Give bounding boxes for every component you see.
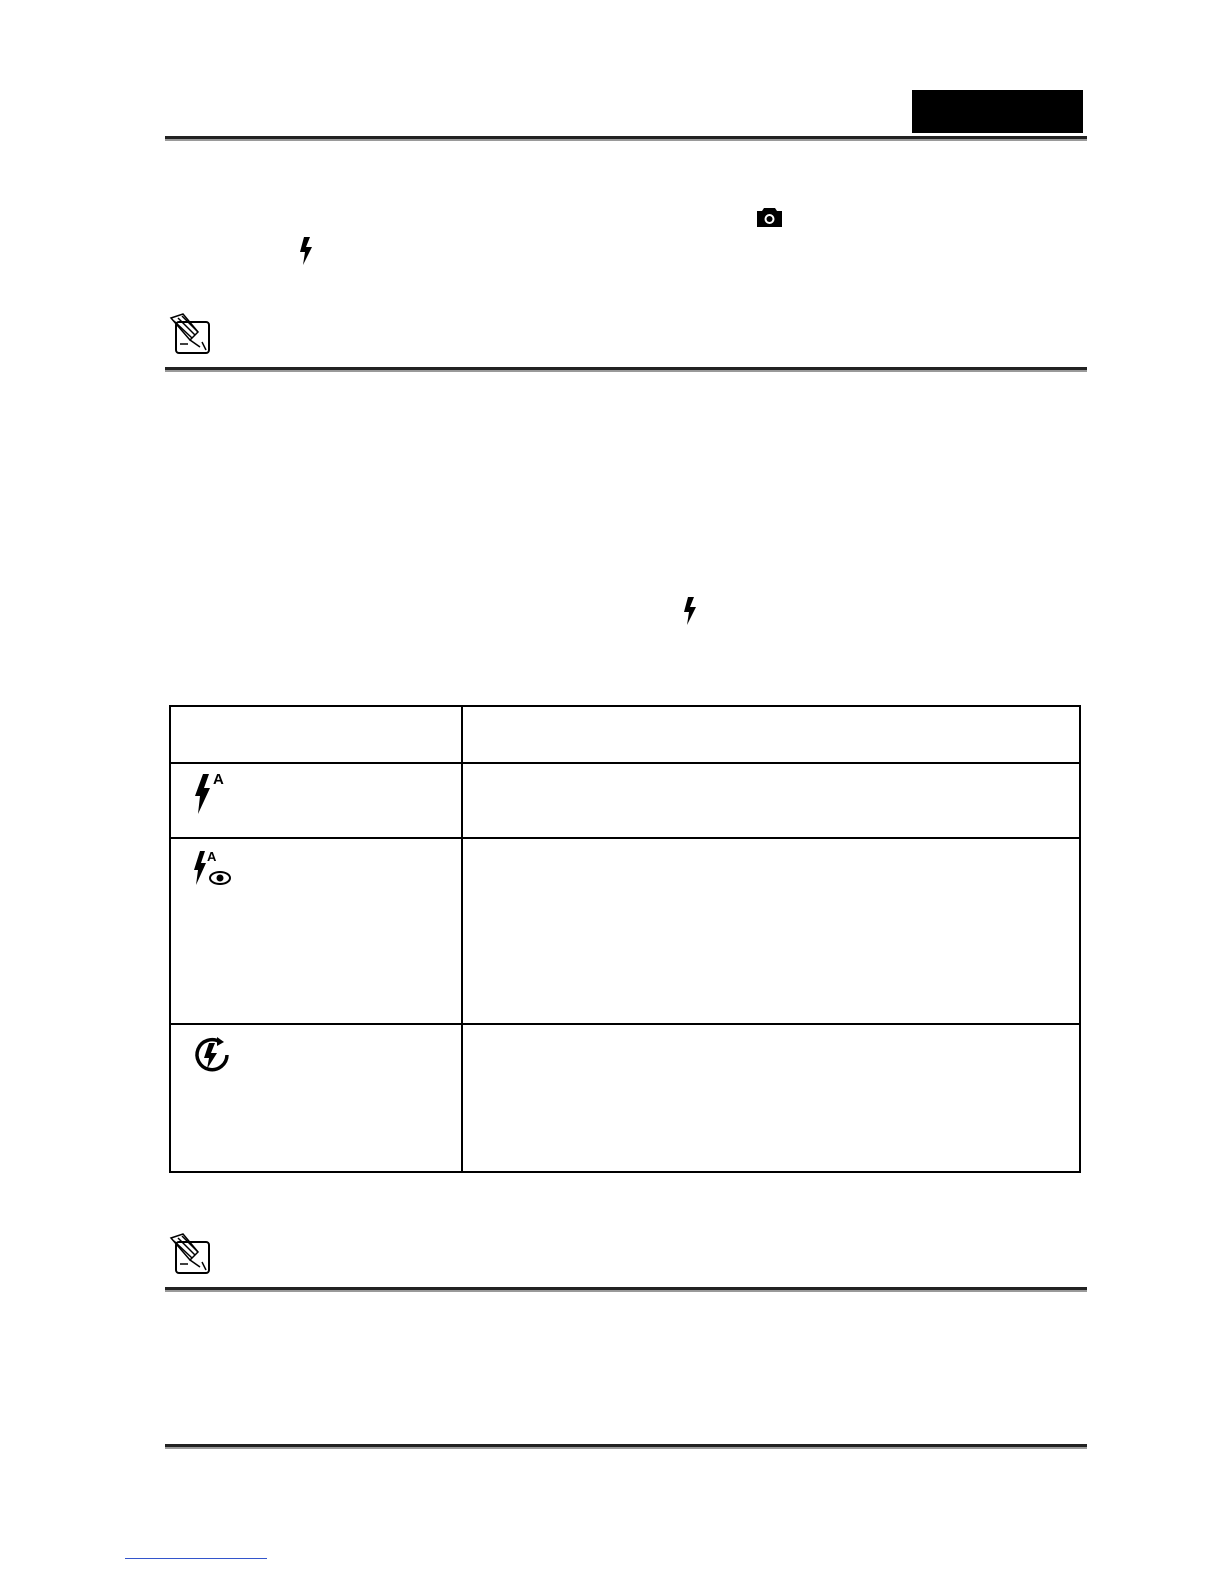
language-tab [912,90,1083,133]
svg-text:A: A [207,849,217,864]
flash-off-icon [189,1031,237,1079]
note-icon [168,1232,212,1276]
svg-text:A: A [213,771,224,788]
table-row [170,838,1080,1024]
section-rule-2 [165,1287,1087,1290]
footer-link-underline[interactable] [125,1558,267,1559]
table-cell-desc [462,763,1080,838]
section-rule-1 [165,367,1087,370]
table-cell-icon [170,1024,462,1172]
flash-icon [298,236,316,266]
table-cell-desc [462,838,1080,1024]
flash-icon [682,596,700,626]
note-icon [168,312,212,356]
table-cell-desc [462,1024,1080,1172]
table-row [170,763,1080,838]
flash-mode-table [169,705,1081,1173]
camera-icon [756,206,783,228]
header-rule [165,136,1087,139]
table-header-row [170,706,1080,763]
flash-auto-red-eye-icon [189,845,239,891]
footer-rule [165,1444,1087,1447]
table-cell-icon [170,838,462,1024]
table-header-icon-col [170,706,462,763]
table-header-desc-col [462,706,1080,763]
table-cell-icon [170,763,462,838]
flash-auto-icon [189,770,229,818]
table-row [170,1024,1080,1172]
